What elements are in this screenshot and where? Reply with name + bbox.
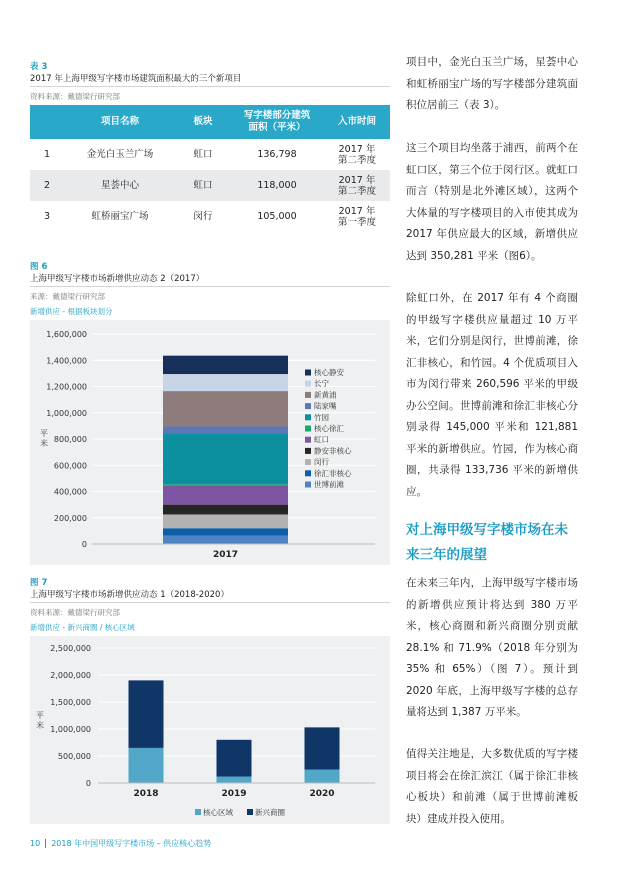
bar-segment — [163, 356, 288, 374]
legend-label: 虹口 — [314, 435, 329, 445]
table-cell: 虹口 — [193, 149, 213, 160]
table-cell: 105,000 — [257, 211, 297, 222]
table-cell: 136,798 — [257, 149, 297, 160]
chart-panel-fig7 — [30, 636, 390, 824]
y-tick-label: 1,600,000 — [46, 330, 87, 339]
y-tick-label: 2,000,000 — [50, 671, 91, 680]
legend-label: 长宁 — [314, 379, 329, 389]
legend-label: 世博前滩 — [314, 480, 344, 489]
table-header: 入市时间 — [324, 105, 390, 139]
x-tick-label: 2017 — [212, 550, 239, 560]
legend-swatch — [305, 448, 311, 454]
y-tick-label: 1,200,000 — [46, 382, 87, 392]
y-tick-label: 600,000 — [53, 461, 87, 471]
figure7-label: 图 7 — [30, 578, 48, 588]
paragraph-4: 在未来三年内，上海甲级写字楼市场的新增供应预计将达到 380 万平米，核心商圈和新兴商圈分别贡献 28.1% 和 71.9%（2018 年分别为 35% 和 65%）（图 7）。预计到 2020 年底，上海甲级写字楼的总存量将达到 1,387 万平米。 — [406, 577, 578, 718]
footer-text: 2018 年中国甲级写字楼市场 – 供应核心趋势 — [51, 839, 212, 848]
page-number: 10 — [30, 839, 41, 848]
chart-fig6 — [30, 320, 390, 565]
legend-label: 竹园 — [314, 412, 329, 422]
legend-label: 新黄浦 — [314, 390, 337, 400]
legend-swatch — [247, 809, 253, 815]
table-header: 项目名称 — [64, 105, 176, 139]
table-header: 板块 — [176, 105, 230, 139]
figure7-subtitle: 新增供应 - 新兴商圈 / 核心区域 — [30, 623, 135, 632]
bar-segment — [163, 433, 288, 484]
y-axis-label: 平 — [40, 429, 48, 438]
figure7-title: 上海甲级写字楼市场新增供应动态 1（2018-2020） — [30, 590, 229, 600]
bar-segment — [163, 486, 288, 505]
divider — [30, 602, 390, 603]
paragraph-5: 值得关注地是，大多数优质的写字楼项目将会在徐汇滨江（属于徐汇非核心板块）和前滩（属于世博前滩板块）建成并投入使用。 — [406, 748, 578, 825]
figure6-subtitle: 新增供应 - 根据板块划分 — [30, 307, 113, 316]
figure6-label: 图 6 — [30, 262, 48, 272]
legend-label: 核心徐汇 — [314, 424, 344, 433]
legend-label: 核心区域 — [203, 808, 233, 817]
table-cell: 虹口 — [176, 170, 230, 201]
table-row — [30, 139, 390, 170]
table-cell: 2017 年 第二季度 — [337, 143, 376, 166]
figure7-source: 资料来源：戴德梁行研究部 — [30, 608, 120, 617]
bar-segment — [163, 528, 288, 535]
bar-segment — [305, 727, 340, 769]
legend-label: 徐汇非核心 — [314, 468, 352, 478]
table3-label: 表 3 — [30, 62, 48, 72]
table3-source: 资料来源：戴德梁行研究部 — [30, 92, 120, 101]
paragraph-1: 项目中，金光白玉兰广场，星荟中心和虹桥丽宝广场的写字楼部分建筑面积位居前三（表 3）。 — [406, 56, 578, 111]
legend-label: 闵行 — [314, 457, 329, 467]
table-cell: 虹桥丽宝广场 — [91, 211, 149, 222]
bar-segment — [217, 777, 252, 783]
legend-swatch — [305, 414, 311, 420]
page-footer — [30, 838, 211, 849]
legend-label: 新兴商圈 — [255, 808, 285, 817]
bar-segment — [129, 748, 164, 783]
legend-swatch — [305, 459, 311, 465]
y-axis-label: 米 — [36, 721, 44, 730]
chart-fig7 — [30, 636, 390, 824]
table3-title: 2017 年上海甲级写字楼市场建筑面积最大的三个新项目 — [30, 74, 242, 84]
legend-label: 静安非核心 — [314, 446, 352, 456]
data-table — [30, 105, 390, 232]
legend-swatch — [305, 403, 311, 409]
legend-swatch — [305, 370, 311, 376]
y-tick-label: 1,000,000 — [50, 725, 91, 734]
table-cell: 2017 年 第二季度 — [324, 170, 390, 201]
legend-swatch — [305, 392, 311, 398]
bar-segment — [163, 391, 288, 426]
bar-segment — [163, 484, 288, 485]
table3 — [30, 105, 390, 232]
legend-swatch — [305, 381, 311, 387]
y-tick-label: 400,000 — [53, 487, 87, 497]
y-tick-label: 800,000 — [53, 435, 87, 444]
table-row — [30, 170, 390, 201]
bar-segment — [217, 740, 252, 777]
legend-swatch — [305, 482, 311, 488]
y-tick-label: 200,000 — [53, 513, 87, 523]
legend-label: 核心静安 — [314, 368, 344, 377]
bar-segment — [163, 505, 288, 515]
y-tick-label: 0 — [81, 540, 87, 549]
table-cell: 2 — [30, 170, 64, 201]
y-axis-label: 平 — [36, 711, 44, 720]
figure6-title: 上海甲级写字楼市场新增供应动态 2（2017） — [30, 274, 205, 284]
y-axis-label: 米 — [40, 439, 48, 448]
bar-segment — [163, 427, 288, 434]
figure6-source: 来源：戴德梁行研究部 — [30, 292, 105, 301]
chart-panel-fig6 — [30, 320, 390, 565]
bar-segment — [305, 770, 340, 784]
bar-segment — [129, 680, 164, 748]
table-header — [30, 105, 64, 139]
paragraph-3: 除虹口外，在 2017 年有 4 个商圈的甲级写字楼供应量超过 10 万平米，它们分别是闵行，世博前滩，徐汇非核心，和竹园。4 个优质项目入市为闵行带来 260,596 平米的甲级办公空间。世博前滩和徐汇非核心分别录得 145,000 平米和 121,881 平米的新增供应。竹园，作为核心商圈，共录得 133,736 平米的新增供应。 — [406, 292, 578, 498]
bar-segment — [163, 535, 288, 544]
y-tick-label: 500,000 — [57, 752, 91, 761]
divider — [30, 86, 390, 87]
legend-swatch — [305, 470, 311, 476]
table-cell: 星荟中心 — [64, 170, 176, 201]
legend-swatch — [305, 426, 311, 432]
table-cell: 闵行 — [193, 211, 213, 222]
bar-segment — [163, 374, 288, 391]
y-tick-label: 1,400,000 — [46, 356, 87, 366]
footer-divider — [45, 839, 46, 848]
bar-segment — [163, 514, 288, 528]
legend-swatch — [195, 809, 201, 815]
y-tick-label: 2,500,000 — [50, 644, 91, 653]
divider — [30, 286, 390, 287]
x-tick-label: 2020 — [309, 789, 335, 799]
y-tick-label: 1,500,000 — [50, 698, 91, 707]
legend-label: 陆家嘴 — [314, 401, 337, 411]
section-heading: 对上海甲级写字楼市场在未来三年的展望 — [406, 522, 568, 563]
table-row — [30, 201, 390, 232]
table-cell: 2017 年 第一季度 — [337, 205, 376, 228]
x-tick-label: 2018 — [133, 789, 159, 799]
legend-swatch — [305, 437, 311, 443]
x-tick-label: 2019 — [221, 789, 247, 799]
table-header: 写字楼部分建筑 面积（平米） — [230, 105, 324, 139]
table-cell: 1 — [43, 149, 51, 160]
table-cell: 118,000 — [230, 170, 324, 201]
y-tick-label: 1,000,000 — [46, 408, 87, 418]
table-cell: 3 — [43, 211, 51, 222]
y-tick-label: 0 — [85, 779, 91, 788]
paragraph-2: 这三个项目均坐落于浦西，前两个在虹口区，第三个位于闵行区。就虹口而言（特别是北外滩区域），这两个大体量的写字楼项目的入市使其成为 2017 年供应最大的区域，新增供应达到 350,281 平米（图6）。 — [406, 142, 578, 262]
table-cell: 金光白玉兰广场 — [86, 149, 154, 160]
